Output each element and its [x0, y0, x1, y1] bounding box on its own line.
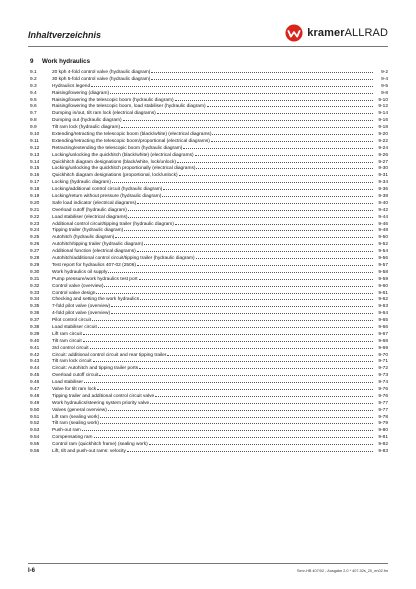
toc-entry-number: 9.13 — [30, 152, 40, 158]
toc-entry-number: 9.33 — [30, 290, 40, 296]
toc-leader-dots — [151, 68, 373, 73]
toc-entry-number: 9.28 — [30, 256, 40, 262]
toc-entry-page: 9-69 — [378, 345, 388, 351]
toc-entry-page: 9-68 — [378, 338, 388, 344]
toc-entry[interactable] — [30, 151, 388, 158]
toc-entry-page: 9-71 — [378, 359, 388, 365]
toc-leader-dots — [155, 392, 373, 397]
toc-entry-title: Pilot control circuit — [52, 318, 91, 324]
toc-entry-page: 9-58 — [378, 269, 388, 275]
toc-entry[interactable] — [30, 199, 388, 206]
toc-entry-title: Raising/lowering (diagram) — [52, 90, 110, 96]
toc-entry-page: 9-57 — [378, 262, 388, 268]
toc-entry-number: 9.40 — [30, 338, 40, 344]
toc-entry-page: 9-5 — [381, 83, 388, 89]
toc-entry-page: 9-82 — [378, 442, 388, 448]
toc-entry-number: 9.32 — [30, 283, 40, 289]
toc-entry-number: 9.1 — [30, 70, 37, 75]
section-heading — [30, 58, 90, 65]
toc-leader-dots — [111, 302, 373, 307]
toc-entry-number: 9.39 — [30, 331, 40, 337]
toc-entry-number: 9.34 — [30, 297, 40, 303]
toc-entry-number: 9.6 — [30, 104, 37, 110]
toc-entry-title: Quickhitch diagram designations (proportional, lock/unlock) — [52, 173, 178, 179]
toc-leader-dots — [211, 137, 373, 142]
toc-leader-dots — [127, 447, 373, 452]
toc-leader-dots — [128, 213, 373, 218]
toc-leader-dots — [137, 247, 373, 252]
toc-leader-dots — [99, 371, 373, 376]
toc-entry[interactable] — [30, 109, 388, 116]
toc-entry-number: 9.3 — [30, 83, 37, 89]
toc-entry-page: 9-73 — [378, 373, 388, 379]
toc-entry-title: Locking/additional control circuit (hydraulic diagram) — [52, 187, 163, 193]
toc-leader-dots — [104, 282, 373, 287]
toc-leader-dots — [144, 240, 373, 245]
logo-wordmark — [307, 27, 388, 39]
toc-entry-title: Lift ram circuit — [52, 331, 82, 337]
toc-entry-page: 9-48 — [378, 228, 388, 234]
toc-entry-number: 9.41 — [30, 345, 40, 351]
toc-entry[interactable] — [30, 440, 388, 447]
toc-entry-title: Extending/retracting the telescopic boom (black/white) (electrical diagrams) — [52, 132, 212, 138]
toc-leader-dots — [139, 364, 373, 369]
page-header — [0, 0, 416, 50]
toc-entry[interactable] — [30, 137, 388, 144]
toc-entry[interactable] — [30, 254, 388, 261]
toc-leader-dots — [97, 385, 373, 390]
toc-entry-number: 9.56 — [30, 448, 40, 454]
toc-entry[interactable] — [30, 158, 388, 165]
toc-entry[interactable] — [30, 185, 388, 192]
toc-entry-title: Control ram (quickhitch frame) (sealing work) — [52, 442, 148, 448]
toc-entry-title: Quickhitch diagram designations (black/white, lock/unlock) — [52, 159, 176, 165]
toc-entry[interactable] — [30, 268, 388, 275]
toc-entry-page: 9-26 — [378, 152, 388, 158]
toc-leader-dots — [140, 295, 373, 300]
toc-entry-page: 9-79 — [378, 421, 388, 427]
toc-leader-dots — [110, 89, 373, 94]
logo-text-bold: kramer — [307, 27, 345, 39]
toc-leader-dots — [175, 220, 373, 225]
toc-entry-title: Load stabiliser circuit — [52, 324, 97, 330]
toc-entry[interactable] — [30, 371, 388, 378]
toc-entry-page: 9-2 — [381, 70, 388, 75]
toc-entry-title: Valves (general overview) — [52, 407, 107, 413]
toc-entry-page: 9-8 — [381, 90, 388, 96]
toc-entry[interactable] — [30, 392, 388, 399]
toc-entry-number: 9.31 — [30, 276, 40, 282]
toc-entry-title: Locking/unlocking the quickhitch (black/white) (electrical diagrams) — [52, 152, 194, 158]
toc-leader-dots — [150, 399, 373, 404]
toc-entry-title: Work hydraulics oil supply — [52, 269, 108, 275]
toc-entry-number: 9.36 — [30, 311, 40, 317]
toc-entry[interactable] — [30, 240, 388, 247]
toc-entry-number: 9.50 — [30, 407, 40, 413]
toc-leader-dots — [128, 206, 373, 211]
toc-entry-number: 9.49 — [30, 400, 40, 406]
toc-leader-dots — [100, 419, 373, 424]
toc-entry-page: 9-20 — [378, 132, 388, 138]
toc-entry-number: 9.10 — [30, 132, 40, 138]
toc-entry-number: 9.8 — [30, 118, 37, 124]
toc-entry-title: Additional function (electrical diagrams) — [52, 249, 136, 255]
toc-entry-number: 9.5 — [30, 97, 37, 103]
toc-entry-title: Load stabiliser (electrical diagrams) — [52, 214, 128, 220]
toc-leader-dots — [92, 316, 373, 321]
toc-entry-title: Additional control circuit/tipping trailer (hydraulic diagram) — [52, 221, 174, 227]
toc-entry-title: 30 kph 5-fold control valve (hydraulic diagram) — [52, 76, 151, 82]
toc-entry-number: 9.14 — [30, 159, 40, 165]
toc-entry[interactable] — [30, 171, 388, 178]
toc-entry-page: 9-77 — [378, 400, 388, 406]
toc-entry-title: Retracting/extending the telescopic boom (hydraulic diagram) — [52, 145, 183, 151]
toc-entry-title: Lift, tilt and push-out rams: velocity — [52, 448, 126, 454]
toc-leader-dots — [90, 344, 373, 349]
toc-leader-dots — [91, 82, 373, 87]
toc-entry-page: 9-83 — [378, 448, 388, 454]
toc-entry-title: Push-out ram — [52, 428, 81, 434]
toc-entry-number: 9.35 — [30, 304, 40, 310]
toc-entry-number: 9.22 — [30, 214, 40, 220]
toc-entry[interactable] — [30, 226, 388, 233]
toc-entry-number: 9.47 — [30, 386, 40, 392]
toc-entry-number: 9.11 — [30, 138, 39, 144]
toc-entry-title: Hydraulics legend — [52, 83, 91, 89]
toc-leader-dots — [163, 185, 373, 190]
toc-leader-dots — [100, 413, 373, 418]
toc-entry[interactable] — [30, 413, 388, 420]
page-number: I-6 — [28, 568, 36, 574]
toc-leader-dots — [212, 130, 373, 135]
toc-leader-dots — [196, 254, 373, 259]
kramer-logo — [285, 24, 388, 42]
toc-leader-dots — [137, 261, 373, 266]
toc-leader-dots — [94, 433, 373, 438]
toc-entry[interactable] — [30, 337, 388, 344]
toc-entry-page: 9-10 — [378, 97, 388, 103]
toc-entry[interactable] — [30, 357, 388, 364]
toc-entry-title: Overload cutoff (hydraulic diagram) — [52, 207, 127, 213]
table-of-contents — [30, 68, 388, 454]
toc-entry-page: 9-24 — [378, 145, 388, 151]
toc-entry-page: 9-65 — [378, 318, 388, 324]
toc-entry-page: 9-66 — [378, 324, 388, 330]
toc-entry-title: Tilt ram lock circuit — [52, 359, 92, 365]
toc-entry-title: Tipping trailer (hydraulic diagram) — [52, 228, 124, 234]
toc-leader-dots — [177, 158, 373, 163]
toc-entry-number: 9.48 — [30, 393, 40, 399]
toc-entry-title: Tilt ram (sealing work) — [52, 421, 99, 427]
toc-entry[interactable] — [30, 406, 388, 413]
toc-entry[interactable] — [30, 116, 388, 123]
toc-entry-page: 9-77 — [378, 407, 388, 413]
toc-entry[interactable] — [30, 102, 388, 109]
toc-entry[interactable] — [30, 364, 388, 371]
toc-entry-title: 4-fold pilot valve (overview) — [52, 311, 111, 317]
toc-leader-dots — [207, 102, 373, 107]
toc-entry-title: 3rd control circuit — [52, 345, 89, 351]
toc-entry-number: 9.30 — [30, 269, 40, 275]
toc-entry-title: Locking/return without pressure (hydraulic diagram) — [52, 194, 162, 200]
toc-entry-title: Circuit: Autohitch and tipping trailer ports — [52, 366, 139, 372]
toc-entry-page: 9-22 — [378, 138, 388, 144]
toc-leader-dots — [162, 192, 373, 197]
toc-entry[interactable] — [30, 192, 388, 199]
toc-entry[interactable] — [30, 289, 388, 296]
toc-entry[interactable] — [30, 220, 388, 227]
toc-entry-number: 9.24 — [30, 228, 40, 234]
toc-entry-title: 7-fold pilot valve (overview) — [52, 304, 111, 310]
page-title: Inhaltverzeichnis — [28, 30, 102, 40]
toc-entry-page: 9-59 — [378, 276, 388, 282]
toc-leader-dots — [151, 75, 373, 80]
toc-leader-dots — [123, 116, 373, 121]
toc-entry-title: Autohitch/tipping trailer (hydraulic diagram) — [52, 242, 144, 248]
toc-entry-page: 9-62 — [378, 297, 388, 303]
toc-entry-title: Checking and setting the work hydraulics — [52, 297, 140, 303]
toc-entry[interactable] — [30, 261, 388, 268]
toc-entry[interactable] — [30, 344, 388, 351]
toc-entry-number: 9.7 — [30, 111, 37, 117]
toc-entry-number: 9.19 — [30, 194, 40, 200]
toc-entry-title: Raising/lowering the telescopic boom (hydraulic diagram) — [52, 97, 174, 103]
toc-entry-page: 9-72 — [378, 366, 388, 372]
toc-entry-title: Safe load indicator (electrical diagrams) — [52, 200, 137, 206]
toc-entry-page: 9-80 — [378, 428, 388, 434]
toc-entry-page: 9-18 — [378, 125, 388, 131]
toc-entry-number: 9.15 — [30, 166, 40, 172]
toc-leader-dots — [196, 164, 373, 169]
toc-entry-page: 9-76 — [378, 393, 388, 399]
toc-entry-page: 9-60 — [378, 283, 388, 289]
toc-entry[interactable] — [30, 426, 388, 433]
toc-entry-page: 9-16 — [378, 118, 388, 124]
header-divider — [28, 46, 388, 47]
toc-leader-dots — [179, 171, 373, 176]
footer-divider — [28, 563, 388, 564]
toc-entry-page: 9-64 — [378, 311, 388, 317]
toc-leader-dots — [108, 406, 373, 411]
toc-leader-dots — [111, 309, 373, 314]
toc-entry[interactable] — [30, 330, 388, 337]
toc-leader-dots — [112, 178, 373, 183]
toc-entry-title: Overload cutoff circuit — [52, 373, 99, 379]
toc-entry-number: 9.51 — [30, 414, 40, 420]
toc-entry-title: Locking (hydraulic diagram) — [52, 180, 111, 186]
toc-entry-title: Valve for tilt ram lock — [52, 386, 97, 392]
toc-entry[interactable] — [30, 144, 388, 151]
document-reference: Serv-HB 407/02 - Ausgabe 2.0 * 407-02s_20_en02.fm — [297, 569, 388, 573]
toc-entry-page: 9-78 — [378, 414, 388, 420]
toc-entry-number: 9.4 — [30, 90, 37, 96]
toc-leader-dots — [83, 337, 373, 342]
toc-leader-dots — [149, 440, 373, 445]
toc-entry-title: Tilt ram circuit — [52, 338, 82, 344]
toc-entry-title: Raising/lowering the telescopic boom, load stabiliser (hydraulic diagram) — [52, 104, 206, 110]
toc-entry[interactable] — [30, 275, 388, 282]
toc-entry[interactable] — [30, 164, 388, 171]
toc-leader-dots — [98, 323, 373, 328]
toc-entry-page: 9-70 — [378, 352, 388, 358]
toc-entry[interactable] — [30, 68, 388, 75]
toc-entry-number: 9.29 — [30, 262, 40, 268]
toc-entry-number: 9.42 — [30, 352, 40, 358]
toc-entry-number: 9.44 — [30, 366, 40, 372]
toc-entry-page: 9-63 — [378, 304, 388, 310]
section-title: Work hydraulics — [42, 58, 91, 65]
toc-entry-number: 9.21 — [30, 207, 40, 213]
toc-entry[interactable] — [30, 178, 388, 185]
toc-entry-title: Pump pressure/work hydraulics test port — [52, 276, 138, 282]
toc-leader-dots — [183, 144, 373, 149]
toc-entry-title: Load stabiliser — [52, 380, 83, 386]
toc-entry[interactable] — [30, 89, 388, 96]
toc-entry-number: 9.45 — [30, 373, 40, 379]
toc-entry[interactable] — [30, 282, 388, 289]
toc-leader-dots — [96, 289, 373, 294]
toc-entry-page: 9-46 — [378, 221, 388, 227]
toc-entry-number: 9.43 — [30, 359, 40, 365]
toc-entry-title: Tipping trailer and additional control circuit valve — [52, 393, 155, 399]
toc-leader-dots — [167, 351, 373, 356]
toc-entry-number: 9.23 — [30, 221, 40, 227]
toc-entry[interactable] — [30, 233, 388, 240]
toc-entry-page: 9-67 — [378, 331, 388, 337]
kramer-logo-icon — [285, 24, 303, 42]
toc-entry[interactable] — [30, 96, 388, 103]
toc-entry-title: Dumping in/out, tilt ram lock (electrical diagrams) — [52, 111, 156, 117]
toc-entry[interactable] — [30, 130, 388, 137]
toc-entry-number: 9.54 — [30, 435, 40, 441]
toc-leader-dots — [124, 226, 373, 231]
toc-leader-dots — [83, 330, 373, 335]
toc-entry-page: 9-61 — [378, 290, 388, 296]
toc-entry-title: Locking/unlocking the quickhitch proportionally (electrical diagrams) — [52, 166, 196, 172]
toc-entry-page: 9-52 — [378, 242, 388, 248]
toc-entry[interactable] — [30, 323, 388, 330]
toc-entry-page: 9-36 — [378, 187, 388, 193]
toc-entry-number: 9.16 — [30, 173, 40, 179]
toc-entry-title: Test report for hydraulics 407-02 (2506) — [52, 262, 136, 268]
toc-entry[interactable] — [30, 316, 388, 323]
toc-entry[interactable] — [30, 75, 388, 82]
toc-entry-number: 9.2 — [30, 76, 37, 82]
toc-entry[interactable] — [30, 302, 388, 309]
toc-entry-title: Control valve design — [52, 290, 96, 296]
toc-entry-page: 9-81 — [378, 435, 388, 441]
toc-entry[interactable] — [30, 419, 388, 426]
toc-entry-number: 9.26 — [30, 242, 40, 248]
toc-entry[interactable] — [30, 82, 388, 89]
toc-entry-page: 9-12 — [378, 104, 388, 110]
toc-entry[interactable] — [30, 213, 388, 220]
toc-entry[interactable] — [30, 295, 388, 302]
toc-entry[interactable] — [30, 447, 388, 454]
toc-leader-dots — [175, 96, 373, 101]
toc-leader-dots — [115, 233, 373, 238]
toc-entry-page: 9-27 — [378, 159, 388, 165]
toc-entry[interactable] — [30, 309, 388, 316]
toc-entry-title: Tilt ram lock (hydraulic diagram) — [52, 125, 121, 131]
toc-leader-dots — [139, 275, 373, 280]
toc-entry-page: 9-30 — [378, 166, 388, 172]
toc-entry-number: 9.38 — [30, 324, 40, 330]
logo-text-light: ALLRAD — [344, 27, 388, 39]
toc-entry-title: Control valve (overview) — [52, 283, 104, 289]
toc-entry-number: 9.18 — [30, 187, 40, 193]
toc-entry-number: 9.12 — [30, 145, 40, 151]
toc-entry[interactable] — [30, 206, 388, 213]
toc-entry-page: 9-40 — [378, 200, 388, 206]
toc-entry-title: 20 kph 4-fold control valve (hydraulic diagram) — [52, 70, 151, 75]
toc-entry-number: 9.55 — [30, 442, 40, 448]
toc-entry[interactable] — [30, 385, 388, 392]
toc-entry-number: 9.9 — [30, 125, 37, 131]
toc-leader-dots — [121, 123, 373, 128]
toc-entry-page: 9-76 — [378, 386, 388, 392]
section-number: 9 — [30, 58, 34, 65]
toc-entry-page: 9-34 — [378, 180, 388, 186]
toc-entry[interactable] — [30, 123, 388, 130]
toc-entry-title: Dumping out (hydraulic diagram) — [52, 118, 122, 124]
toc-leader-dots — [195, 151, 373, 156]
toc-entry[interactable] — [30, 247, 388, 254]
toc-entry-number: 9.17 — [30, 180, 40, 186]
toc-entry-page: 9-44 — [378, 214, 388, 220]
toc-entry[interactable] — [30, 378, 388, 385]
toc-leader-dots — [108, 268, 373, 273]
toc-entry-page: 9-56 — [378, 256, 388, 262]
toc-leader-dots — [93, 357, 373, 362]
toc-entry-page: 9-4 — [381, 76, 388, 82]
toc-entry-page: 9-38 — [378, 194, 388, 200]
toc-entry-page: 9-74 — [378, 380, 388, 386]
toc-entry[interactable] — [30, 351, 388, 358]
toc-entry-page: 9-42 — [378, 207, 388, 213]
toc-entry-number: 9.53 — [30, 428, 40, 434]
toc-entry-page: 9-50 — [378, 235, 388, 241]
toc-leader-dots — [84, 378, 373, 383]
toc-entry[interactable] — [30, 399, 388, 406]
toc-entry-page: 9-14 — [378, 111, 388, 117]
toc-entry-title: Autohitch (hydraulic diagram) — [52, 235, 115, 241]
toc-entry-title: Autohitch/additional control circuit/tipping trailer (hydraulic diagram) — [52, 256, 195, 262]
toc-entry-number: 9.46 — [30, 380, 40, 386]
toc-entry-title: Work hydraulics/steering system priority valve — [52, 400, 150, 406]
toc-entry-number: 9.37 — [30, 318, 40, 324]
toc-entry-title: Compensating ram — [52, 435, 93, 441]
toc-entry-page: 9-31 — [378, 173, 388, 179]
toc-entry-number: 9.25 — [30, 235, 40, 241]
toc-leader-dots — [82, 426, 373, 431]
toc-entry-number: 9.20 — [30, 200, 40, 206]
toc-entry-title: Extending/retracting the telescopic boom/proportional (electrical diagrams) — [52, 138, 210, 144]
toc-entry-number: 9.27 — [30, 249, 40, 255]
toc-entry[interactable] — [30, 433, 388, 440]
toc-entry-page: 9-54 — [378, 249, 388, 255]
toc-entry-title: Circuit: additional control circuit and rear tipping trailer — [52, 352, 167, 358]
toc-leader-dots — [137, 199, 373, 204]
toc-entry-title: Lift ram (sealing work) — [52, 414, 100, 420]
toc-leader-dots — [157, 109, 373, 114]
toc-entry-number: 9.52 — [30, 421, 40, 427]
